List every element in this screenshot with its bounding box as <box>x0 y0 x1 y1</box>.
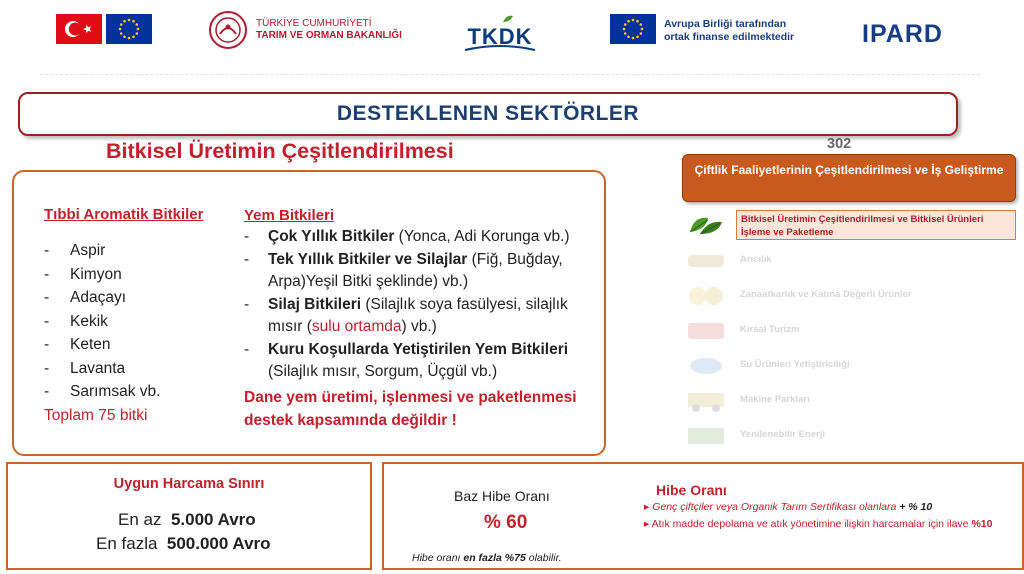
ministry-line-1: TÜRKİYE CUMHURİYETİ <box>256 18 372 29</box>
page-number: 302 <box>827 136 852 152</box>
list-item: - Aspir <box>44 242 106 259</box>
aromatic-plants-heading: Tıbbi Aromatik Bitkiler <box>44 206 204 223</box>
basil-leaf-icon <box>684 212 728 238</box>
fodder-plants-heading: Yem Bitkileri <box>244 207 335 224</box>
sector-item-aquaculture[interactable] <box>682 348 1016 383</box>
sector-item-crafts[interactable] <box>682 278 1016 313</box>
young-farmer-bonus: ▸ Genç çiftçiler veya Organik Tarım Sertifikası olanlara + % 10 <box>644 501 933 513</box>
sector-item-label: Makine Parkları <box>740 394 810 405</box>
list-item: - Kimyon <box>44 265 122 283</box>
eu-flag-icon <box>610 14 656 44</box>
eu-line-1: Avrupa Birliği tarafından <box>664 18 787 30</box>
ministry-name <box>256 18 402 42</box>
base-grant-label: Baz Hibe Oranı <box>454 488 550 504</box>
eu-cofinance-text <box>664 18 794 44</box>
list-item: - Keten <box>44 336 111 353</box>
grant-rate-box <box>382 462 1024 570</box>
list-item: - Lavanta <box>44 359 126 377</box>
sector-item-label: Su Ürünleri Yetiştiriciliği <box>740 359 850 370</box>
section-subtitle: Bitkisel Üretimin Çeşitlendirilmesi <box>106 139 454 163</box>
list-item: - Kuru Koşullarda Yetiştirilen Yem Bitkileri (Silajlık mısır, Sorgum, Üçgül vb.) <box>244 340 569 380</box>
crafts-icon <box>684 282 728 308</box>
list-item: - Kekik <box>44 312 108 330</box>
eu-line-2: ortak finanse edilmektedir <box>664 31 795 43</box>
base-grant-value: % 60 <box>484 512 528 533</box>
ipard-logo: IPARD <box>862 20 943 48</box>
eligible-expenditure-title: Uygun Harcama Sınırı <box>113 476 265 492</box>
sector-item-label: Zanaatkarlık ve Katma Değerli Ürünler <box>740 289 912 300</box>
list-item: - Tek Yıllık Bitkiler ve Silajlar (Fiğ, Buğday, Arpa)Yeşil Bitki şeklinde) vb.) <box>244 250 563 290</box>
list-item: - Adaçayı <box>44 289 127 306</box>
header-divider <box>40 74 980 75</box>
list-item: - Silaj Bitkileri (Silajlık soya fasülyesi, silajlık mısır (sulu ortamda) vb.) <box>244 295 568 335</box>
tkdk-logo-text: TKDK <box>467 24 533 49</box>
aromatic-plants-total: Toplam 75 bitki <box>44 406 148 424</box>
waste-management-bonus: ▸ Atık madde depolama ve atık yönetimine ilişkin harcamalar için ilave %10 <box>644 518 993 530</box>
max-grant-note: Hibe oranı en fazla %75 olabilir. <box>412 552 562 564</box>
min-expenditure: En az 5.000 Avro <box>118 510 256 529</box>
tkdk-logo <box>455 12 545 54</box>
ministry-line-2: TARIM VE ORMAN BAKANLIĞI <box>256 30 402 41</box>
list-item: - Çok Yıllık Bitkiler (Yonca, Adi Korunga vb.) <box>244 228 570 245</box>
eligible-expenditure-box <box>6 462 372 570</box>
sector-item-machinery-parks[interactable] <box>682 383 1016 418</box>
turkish-flag-icon <box>56 14 102 44</box>
sector-item-label: Arıcılık <box>740 254 772 265</box>
logo-row <box>0 8 1024 58</box>
bee-icon <box>684 247 728 273</box>
tourism-icon <box>684 317 728 343</box>
bullet-icon: ▸ <box>644 501 653 513</box>
fodder-plants-column <box>244 206 596 432</box>
list-item: - Sarımsak vb. <box>44 383 161 400</box>
grant-rate-title: Hibe Oranı <box>656 482 727 498</box>
sector-item-plant-production[interactable] <box>682 208 1016 243</box>
sector-group-heading: Çiftlik Faaliyetlerinin Çeşitlendirilmesi ve İş Geliştirme <box>682 154 1016 202</box>
aromatic-plants-column <box>44 206 244 428</box>
sector-item-label: Kırsal Turizm <box>740 324 800 335</box>
sector-item-beekeeping[interactable] <box>682 243 1016 278</box>
exclusion-note: Dane yem üretimi, işlenmesi ve paketlenmesi destek kapsamında değildir ! <box>244 388 577 429</box>
machine-icon <box>684 387 728 413</box>
sector-item-rural-tourism[interactable] <box>682 313 1016 348</box>
fish-icon <box>684 352 728 378</box>
title-banner <box>18 92 958 136</box>
aromatic-plant-list <box>44 239 244 404</box>
content-box <box>12 170 606 456</box>
sector-item-label: Bitkisel Üretimin Çeşitlendirilmesi ve Bitkisel Ürünleri İşleme ve Paketleme <box>736 210 1016 240</box>
sector-item-label: Yenilenebilir Enerji <box>740 429 826 440</box>
sector-item-renewable-energy[interactable] <box>682 418 1016 453</box>
energy-icon <box>684 422 728 448</box>
ministry-emblem-icon <box>208 10 248 50</box>
page-title: DESTEKLENEN SEKTÖRLER <box>336 102 640 125</box>
sector-list <box>682 208 1016 453</box>
eu-flag-icon <box>106 14 152 44</box>
max-expenditure: En fazla 500.000 Avro <box>96 534 271 553</box>
bullet-icon: ▸ <box>644 518 652 530</box>
